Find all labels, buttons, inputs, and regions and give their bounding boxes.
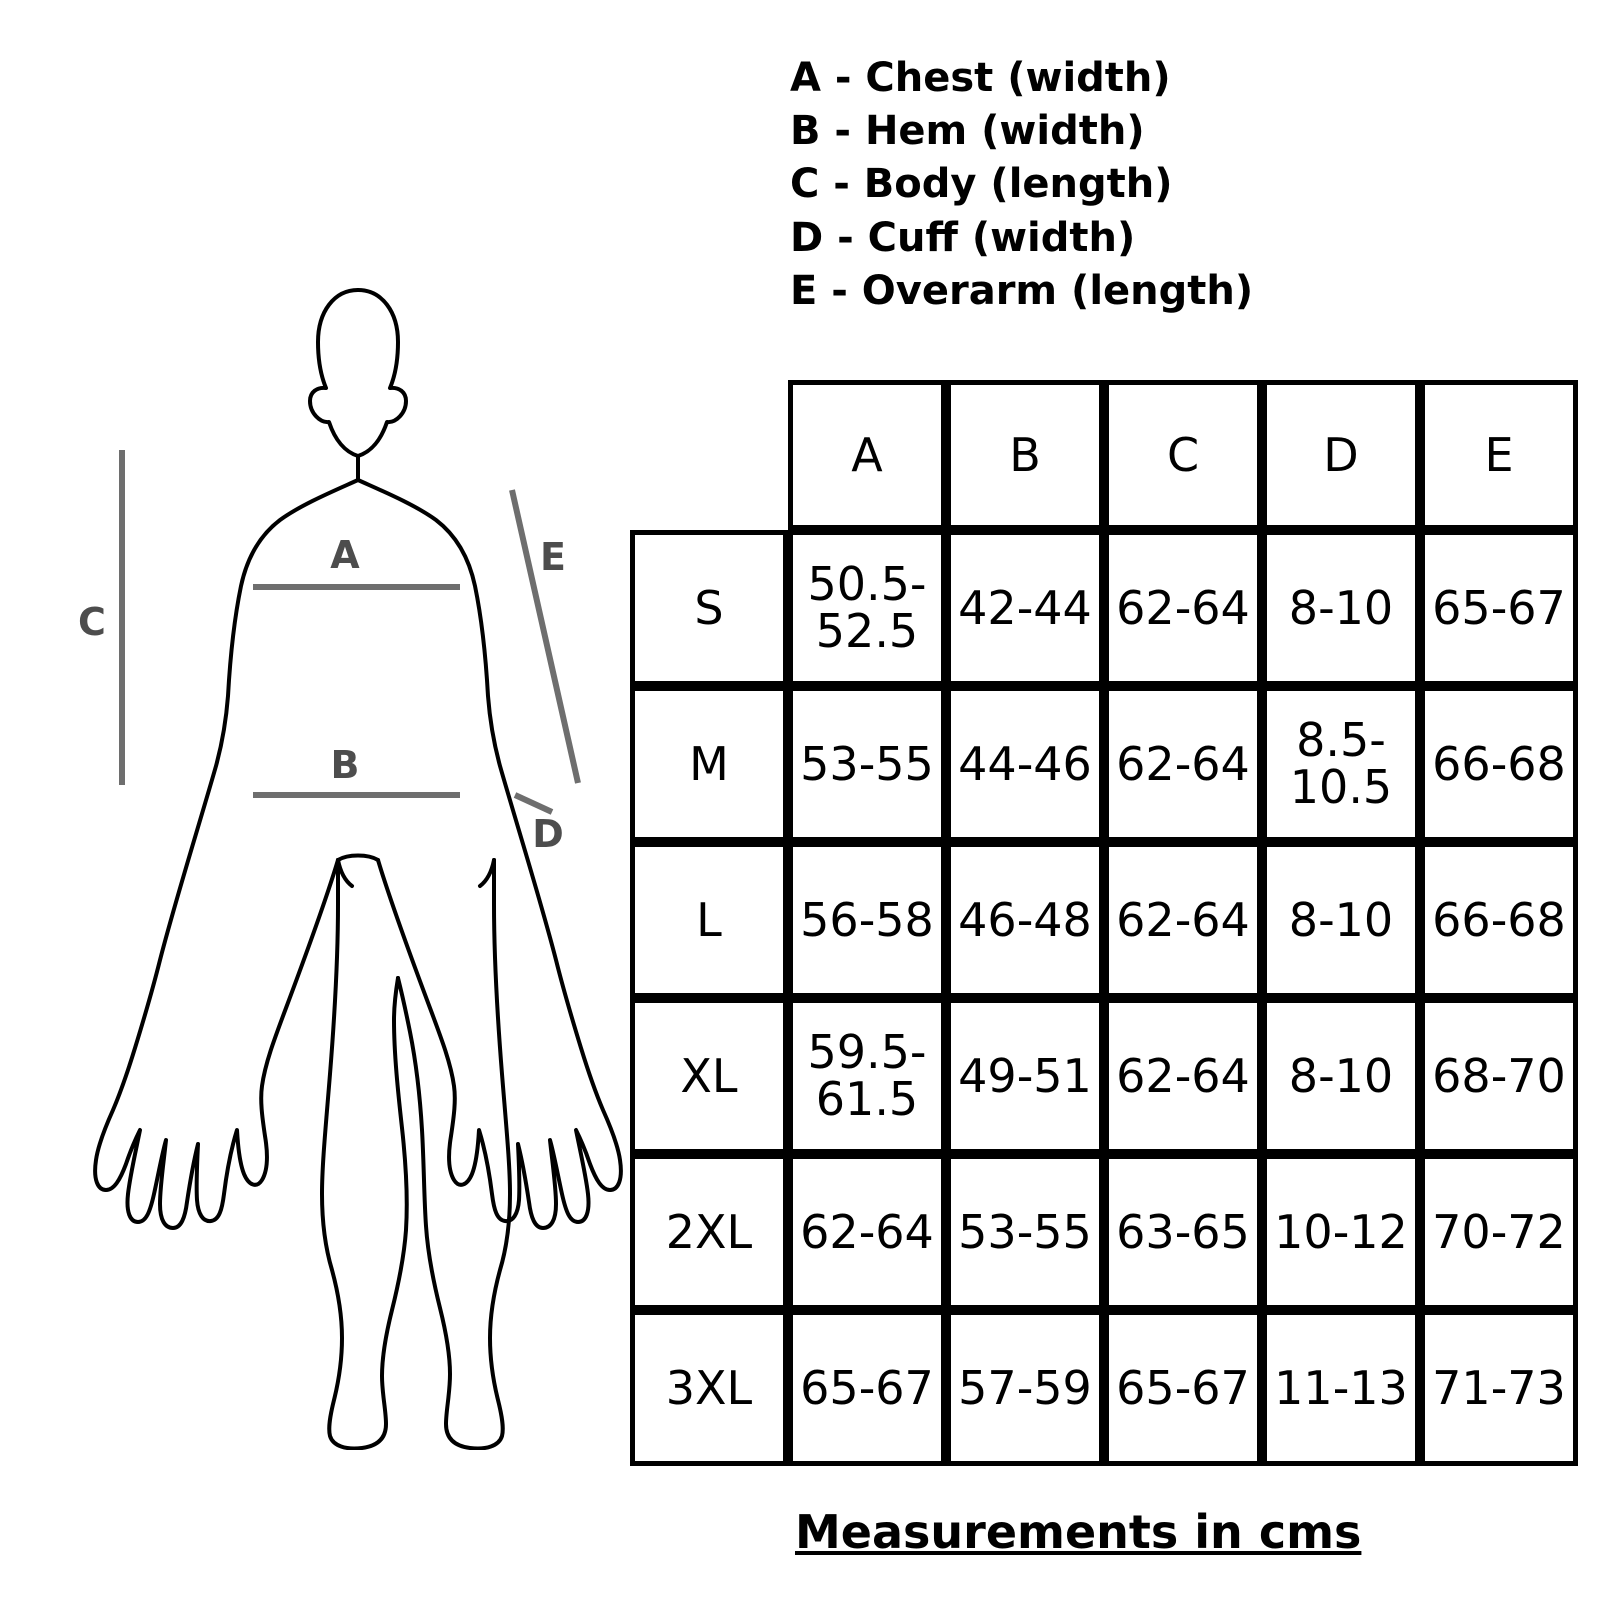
table-row xyxy=(630,842,1578,998)
cell-xl-c: 62-64 xyxy=(1104,998,1262,1154)
row-header-2xl: 2XL xyxy=(630,1154,788,1310)
row-header-l: L xyxy=(630,842,788,998)
measurements-unit-note: Measurements in cms xyxy=(795,1505,1362,1559)
column-header-a: A xyxy=(788,380,946,530)
legend-line-e: E - Overarm (length) xyxy=(790,267,1254,314)
column-header-e: E xyxy=(1420,380,1578,530)
measure-line-e xyxy=(512,490,578,783)
table-corner-blank xyxy=(630,380,788,530)
column-header-b: B xyxy=(946,380,1104,530)
cell-3xl-d: 11-13 xyxy=(1262,1310,1420,1466)
legend-line-b: B - Hem (width) xyxy=(790,108,1145,155)
cell-l-d: 8-10 xyxy=(1262,842,1420,998)
row-header-3xl: 3XL xyxy=(630,1310,788,1466)
cell-s-a: 50.5-52.5 xyxy=(788,530,946,686)
human-body-outline-icon xyxy=(40,250,680,1450)
legend-line-d: D - Cuff (width) xyxy=(790,214,1136,261)
cell-m-b: 44-46 xyxy=(946,686,1104,842)
cell-m-a: 53-55 xyxy=(788,686,946,842)
cell-s-e: 65-67 xyxy=(1420,530,1578,686)
cell-xl-e: 68-70 xyxy=(1420,998,1578,1154)
cell-s-b: 42-44 xyxy=(946,530,1104,686)
figure-label-c: C xyxy=(78,600,106,644)
cell-2xl-b: 53-55 xyxy=(946,1154,1104,1310)
cell-s-d: 8-10 xyxy=(1262,530,1420,686)
legend-line-c: C - Body (length) xyxy=(790,161,1173,208)
cell-2xl-c: 63-65 xyxy=(1104,1154,1262,1310)
figure-label-e: E xyxy=(540,535,566,579)
cell-3xl-c: 65-67 xyxy=(1104,1310,1262,1466)
table-row xyxy=(630,998,1578,1154)
table-row xyxy=(630,530,1578,686)
cell-3xl-a: 65-67 xyxy=(788,1310,946,1466)
table-header-row xyxy=(630,380,1578,530)
cell-l-a: 56-58 xyxy=(788,842,946,998)
figure-label-a: A xyxy=(330,533,360,577)
cell-m-d: 8.5-10.5 xyxy=(1262,686,1420,842)
row-header-s: S xyxy=(630,530,788,686)
cell-l-b: 46-48 xyxy=(946,842,1104,998)
column-header-c: C xyxy=(1104,380,1262,530)
cell-l-e: 66-68 xyxy=(1420,842,1578,998)
cell-2xl-e: 70-72 xyxy=(1420,1154,1578,1310)
cell-2xl-d: 10-12 xyxy=(1262,1154,1420,1310)
column-header-d: D xyxy=(1262,380,1420,530)
cell-m-c: 62-64 xyxy=(1104,686,1262,842)
legend-line-a: A - Chest (width) xyxy=(790,55,1171,101)
row-header-xl: XL xyxy=(630,998,788,1154)
measurement-legend xyxy=(790,52,1490,318)
figure-label-d: D xyxy=(532,812,564,856)
body-figure-panel xyxy=(40,250,680,1450)
cell-s-c: 62-64 xyxy=(1104,530,1262,686)
cell-l-c: 62-64 xyxy=(1104,842,1262,998)
cell-2xl-a: 62-64 xyxy=(788,1154,946,1310)
cell-3xl-e: 71-73 xyxy=(1420,1310,1578,1466)
table-row xyxy=(630,1310,1578,1466)
row-header-m: M xyxy=(630,686,788,842)
cell-xl-b: 49-51 xyxy=(946,998,1104,1154)
table-row xyxy=(630,686,1578,842)
table-row xyxy=(630,1154,1578,1310)
cell-3xl-b: 57-59 xyxy=(946,1310,1104,1466)
size-chart-table xyxy=(630,380,1578,1466)
cell-m-e: 66-68 xyxy=(1420,686,1578,842)
figure-label-b: B xyxy=(330,743,360,787)
cell-xl-a: 59.5-61.5 xyxy=(788,998,946,1154)
cell-xl-d: 8-10 xyxy=(1262,998,1420,1154)
